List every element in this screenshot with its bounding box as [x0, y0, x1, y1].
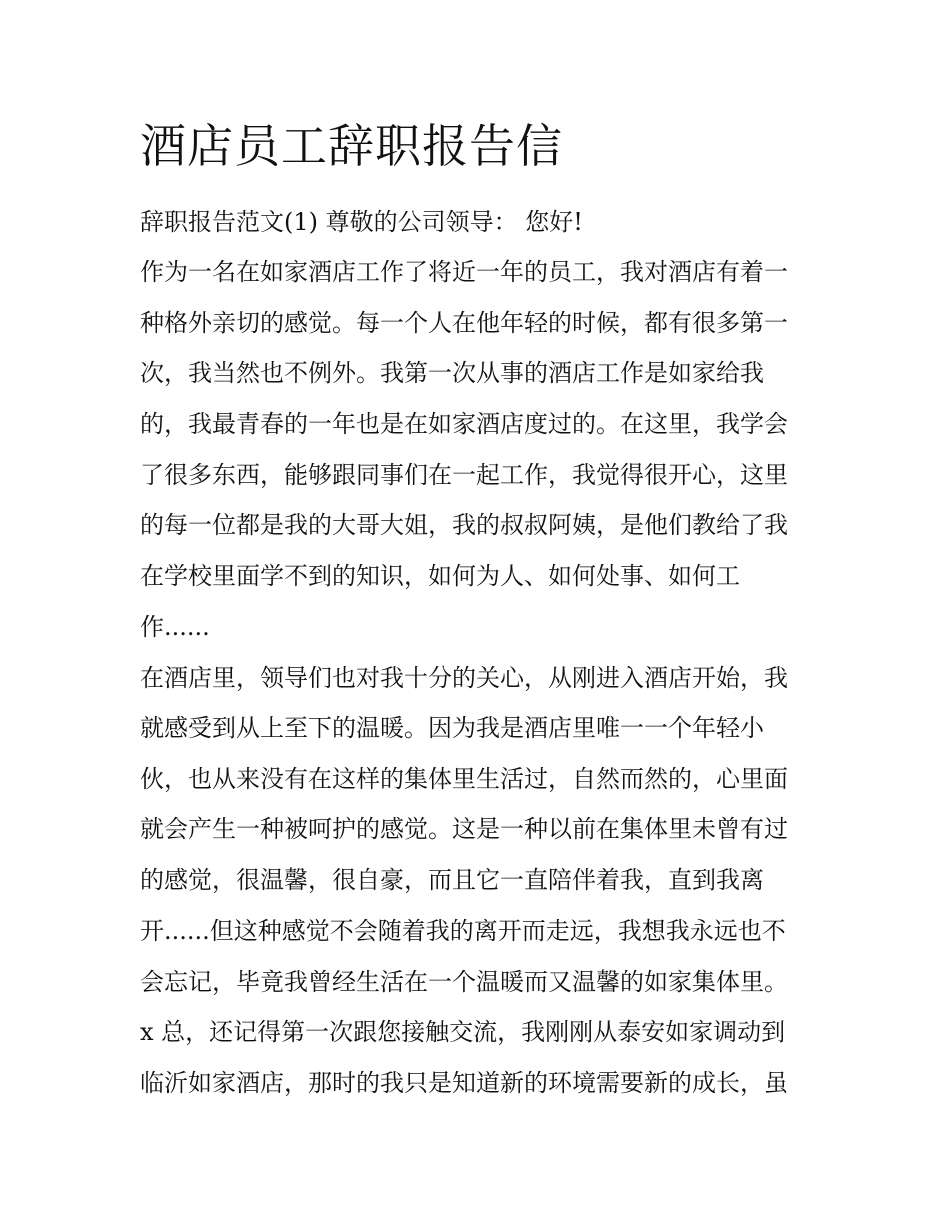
- text-line: 作为一名在如家酒店工作了将近一年的员工，我对酒店有着一: [140, 258, 788, 286]
- text-line: 的感觉，很温馨，很自豪，而且它一直陪伴着我，直到我离: [140, 866, 764, 894]
- text-line: 临沂如家酒店，那时的我只是知道新的环境需要新的成长，虽: [140, 1069, 788, 1097]
- text-line: 次，我当然也不例外。我第一次从事的酒店工作是如家给我: [140, 359, 764, 387]
- text-line: 开......但这种感觉不会随着我的离开而走远，我想我永远也不: [140, 917, 786, 945]
- text-line: 的，我最青春的一年也是在如家酒店度过的。在这里，我学会: [140, 410, 788, 438]
- text-line: 会忘记，毕竟我曾经生活在一个温暖而又温馨的如家集体里。: [140, 968, 788, 996]
- text-line: 种格外亲切的感觉。每一个人在他年轻的时候，都有很多第一: [140, 309, 788, 337]
- text-line: 就会产生一种被呵护的感觉。这是一种以前在集体里未曾有过: [140, 815, 788, 843]
- text-line: 了很多东西，能够跟同事们在一起工作，我觉得很开心，这里: [140, 461, 788, 489]
- text-line: 的每一位都是我的大哥大姐，我的叔叔阿姨，是他们教给了我: [140, 511, 788, 539]
- text-line: 辞职报告范文(1) 尊敬的公司领导： 您好!: [140, 208, 583, 236]
- text-line: x 总，还记得第一次跟您接触交流，我刚刚从泰安如家调动到: [140, 1018, 786, 1046]
- text-line: 在酒店里，领导们也对我十分的关心，从刚进入酒店开始，我: [140, 664, 788, 692]
- document-title: 酒店员工辞职报告信: [140, 119, 563, 173]
- text-line: 就感受到从上至下的温暖。因为我是酒店里唯一一个年轻小: [140, 714, 764, 742]
- text-line: 伙，也从来没有在这样的集体里生活过，自然而然的，心里面: [140, 765, 788, 793]
- text-line: 在学校里面学不到的知识，如何为人、如何处事、如何工: [140, 562, 740, 590]
- text-line: 作......: [140, 613, 210, 641]
